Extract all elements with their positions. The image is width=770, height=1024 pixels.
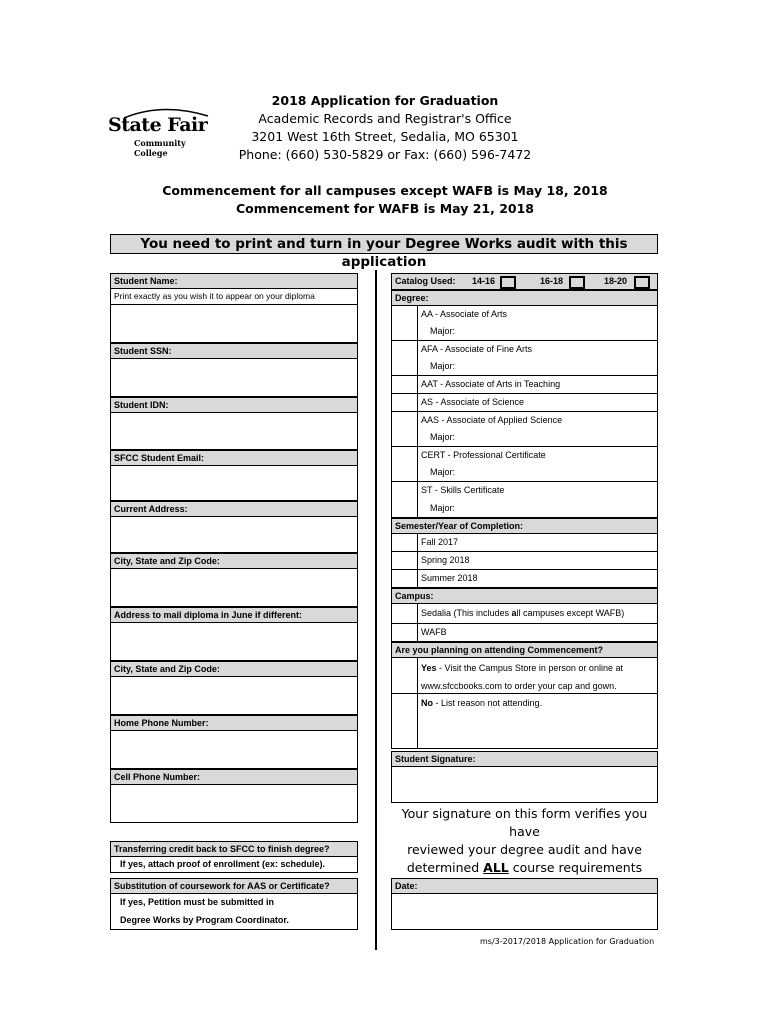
campus-option-wafb[interactable] bbox=[391, 624, 658, 642]
semester-summer-text: Summer 2018 bbox=[421, 573, 478, 583]
campus-wafb-text: WAFB bbox=[421, 627, 447, 637]
date-field[interactable] bbox=[391, 894, 658, 930]
degree-aa-major: Major: bbox=[430, 326, 456, 336]
catalog-14-16-checkbox[interactable] bbox=[500, 276, 516, 289]
campus-option-sedalia[interactable] bbox=[391, 604, 658, 624]
student-ssn-field[interactable] bbox=[110, 359, 358, 397]
campus-label: Campus: bbox=[391, 588, 658, 604]
form-title: 2018 Application for Graduation bbox=[271, 93, 499, 108]
semester-spring-checkbox[interactable] bbox=[392, 552, 418, 569]
attend-no-word: No bbox=[421, 698, 433, 708]
verify-line-3a: determined bbox=[406, 860, 484, 875]
attend-no-text bbox=[421, 694, 542, 713]
degree-aas-major: Major: bbox=[430, 432, 456, 442]
semester-fall-text: Fall 2017 bbox=[421, 537, 459, 547]
degree-afa-text: AFA - Associate of Fine Arts bbox=[421, 344, 533, 354]
column-divider bbox=[375, 270, 377, 950]
catalog-14-16-label: 14-16 bbox=[472, 276, 496, 286]
current-address-field[interactable] bbox=[110, 517, 358, 553]
attend-option-yes[interactable] bbox=[391, 658, 658, 694]
date-label: Date: bbox=[391, 878, 658, 894]
office-address: 3201 West 16th Street, Sedalia, MO 65301 bbox=[251, 129, 519, 144]
degree-aas-checkbox[interactable] bbox=[392, 412, 418, 446]
degree-option-as[interactable] bbox=[391, 394, 658, 412]
degree-aa-checkbox[interactable] bbox=[392, 306, 418, 340]
semester-spring-text: Spring 2018 bbox=[421, 555, 470, 565]
campus-sedalia-text-a: Sedalia (This includes bbox=[421, 608, 512, 618]
student-signature-field[interactable] bbox=[391, 767, 658, 803]
mail-city-state-zip-label: City, State and Zip Code: bbox=[110, 661, 358, 677]
mail-city-state-zip-field[interactable] bbox=[110, 677, 358, 715]
catalog-16-18-checkbox[interactable] bbox=[569, 276, 585, 289]
catalog-18-20-label: 18-20 bbox=[604, 276, 628, 286]
verify-line-2: reviewed your degree audit and have bbox=[407, 842, 642, 857]
catalog-used-label: Catalog Used: bbox=[395, 276, 456, 286]
degree-option-cert[interactable] bbox=[391, 447, 658, 482]
student-email-field[interactable] bbox=[110, 466, 358, 501]
degree-cert-checkbox[interactable] bbox=[392, 447, 418, 481]
verify-line-1: Your signature on this form verifies you have bbox=[401, 806, 648, 839]
degree-cert-major: Major: bbox=[430, 467, 456, 477]
semester-summer-checkbox[interactable] bbox=[392, 570, 418, 587]
student-name-label: Student Name: bbox=[110, 273, 358, 289]
degree-aas-text: AAS - Associate of Applied Science bbox=[421, 415, 563, 425]
verify-line-3c: course requirements bbox=[508, 860, 643, 875]
attend-yes-word: Yes bbox=[421, 663, 437, 673]
campus-sedalia-text bbox=[421, 604, 624, 623]
degree-option-aat[interactable] bbox=[391, 376, 658, 394]
catalog-used-row bbox=[391, 273, 658, 290]
commencement-wafb: Commencement for WAFB is May 21, 2018 bbox=[235, 201, 535, 216]
degree-option-afa[interactable] bbox=[391, 341, 658, 376]
degree-option-st[interactable] bbox=[391, 482, 658, 518]
degree-aa-text: AA - Associate of Arts bbox=[421, 309, 508, 319]
degree-option-aa[interactable] bbox=[391, 306, 658, 341]
student-email-label: SFCC Student Email: bbox=[110, 450, 358, 466]
student-idn-field[interactable] bbox=[110, 413, 358, 450]
student-idn-label: Student IDN: bbox=[110, 397, 358, 413]
semester-option-fall[interactable] bbox=[391, 534, 658, 552]
attend-yes-text bbox=[421, 658, 623, 678]
cell-phone-field[interactable] bbox=[110, 785, 358, 823]
office-phone: Phone: (660) 530-5829 or Fax: (660) 596-7472 bbox=[238, 147, 532, 162]
attend-option-no[interactable] bbox=[391, 694, 658, 749]
attend-yes-checkbox[interactable] bbox=[392, 658, 418, 693]
home-phone-field[interactable] bbox=[110, 731, 358, 769]
semester-option-spring[interactable] bbox=[391, 552, 658, 570]
catalog-18-20-checkbox[interactable] bbox=[634, 276, 650, 289]
logo-name: State Fair bbox=[108, 114, 208, 136]
footer-form-id: ms/3-2017/2018 Application for Graduation bbox=[480, 937, 655, 946]
transfer-credit-label: Transferring credit back to SFCC to finish degree? bbox=[110, 841, 358, 857]
substitution-note-1: If yes, Petition must be submitted in bbox=[120, 897, 275, 907]
city-state-zip-label: City, State and Zip Code: bbox=[110, 553, 358, 569]
city-state-zip-field[interactable] bbox=[110, 569, 358, 607]
home-phone-label: Home Phone Number: bbox=[110, 715, 358, 731]
degree-st-text: ST - Skills Certificate bbox=[421, 485, 505, 495]
degree-afa-major: Major: bbox=[430, 361, 456, 371]
name-instruction: Print exactly as you wish it to appear on your diploma bbox=[110, 289, 358, 305]
degree-option-aas[interactable] bbox=[391, 412, 658, 447]
degree-aat-text: AAT - Associate of Arts in Teaching bbox=[421, 379, 561, 389]
mail-address-label: Address to mail diploma in June if different: bbox=[110, 607, 358, 623]
current-address-label: Current Address: bbox=[110, 501, 358, 517]
office-name: Academic Records and Registrar's Office bbox=[258, 111, 512, 126]
attend-yes-desc: - Visit the Campus Store in person or online at bbox=[436, 663, 623, 673]
campus-sedalia-text-c: ll campuses except WAFB) bbox=[516, 608, 625, 618]
degree-as-text: AS - Associate of Science bbox=[421, 397, 525, 407]
student-ssn-label: Student SSN: bbox=[110, 343, 358, 359]
verify-line-3b: ALL bbox=[483, 860, 509, 875]
attend-yes-text-2: www.sfccbooks.com to order your cap and gown. bbox=[421, 681, 617, 691]
semester-option-summer[interactable] bbox=[391, 570, 658, 588]
logo-subtitle: Community College bbox=[134, 138, 186, 158]
substitution-note-2: Degree Works by Program Coordinator. bbox=[120, 915, 289, 925]
semester-fall-checkbox[interactable] bbox=[392, 534, 418, 551]
commencement-main: Commencement for all campuses except WAFB is May 18, 2018 bbox=[162, 183, 608, 198]
campus-wafb-checkbox[interactable] bbox=[392, 624, 418, 641]
verify-line-3 bbox=[391, 859, 658, 877]
substitution-label: Substitution of coursework for AAS or Certificate? bbox=[110, 878, 358, 894]
campus-sedalia-text-b: a bbox=[511, 608, 517, 618]
degree-st-checkbox[interactable] bbox=[392, 482, 418, 517]
degree-aat-checkbox[interactable] bbox=[392, 376, 418, 393]
degree-st-major: Major: bbox=[430, 503, 456, 513]
student-signature-label: Student Signature: bbox=[391, 751, 658, 767]
mail-address-field[interactable] bbox=[110, 623, 358, 661]
transfer-credit-note: If yes, attach proof of enrollment (ex: schedule). bbox=[110, 857, 358, 873]
campus-sedalia-checkbox[interactable] bbox=[392, 604, 418, 623]
student-name-field[interactable] bbox=[110, 305, 358, 343]
cell-phone-label: Cell Phone Number: bbox=[110, 769, 358, 785]
substitution-note-box bbox=[110, 894, 358, 930]
audit-banner: You need to print and turn in your Degree Works audit with this application bbox=[110, 234, 658, 254]
attend-no-checkbox[interactable] bbox=[392, 694, 418, 748]
degree-afa-checkbox[interactable] bbox=[392, 341, 418, 375]
catalog-16-18-label: 16-18 bbox=[540, 276, 564, 286]
degree-as-checkbox[interactable] bbox=[392, 394, 418, 411]
degree-cert-text: CERT - Professional Certificate bbox=[421, 450, 546, 460]
attend-commencement-label: Are you planning on attending Commencement? bbox=[391, 642, 658, 658]
semester-label: Semester/Year of Completion: bbox=[391, 518, 658, 534]
degree-label: Degree: bbox=[391, 290, 658, 306]
attend-no-desc: - List reason not attending. bbox=[433, 698, 543, 708]
